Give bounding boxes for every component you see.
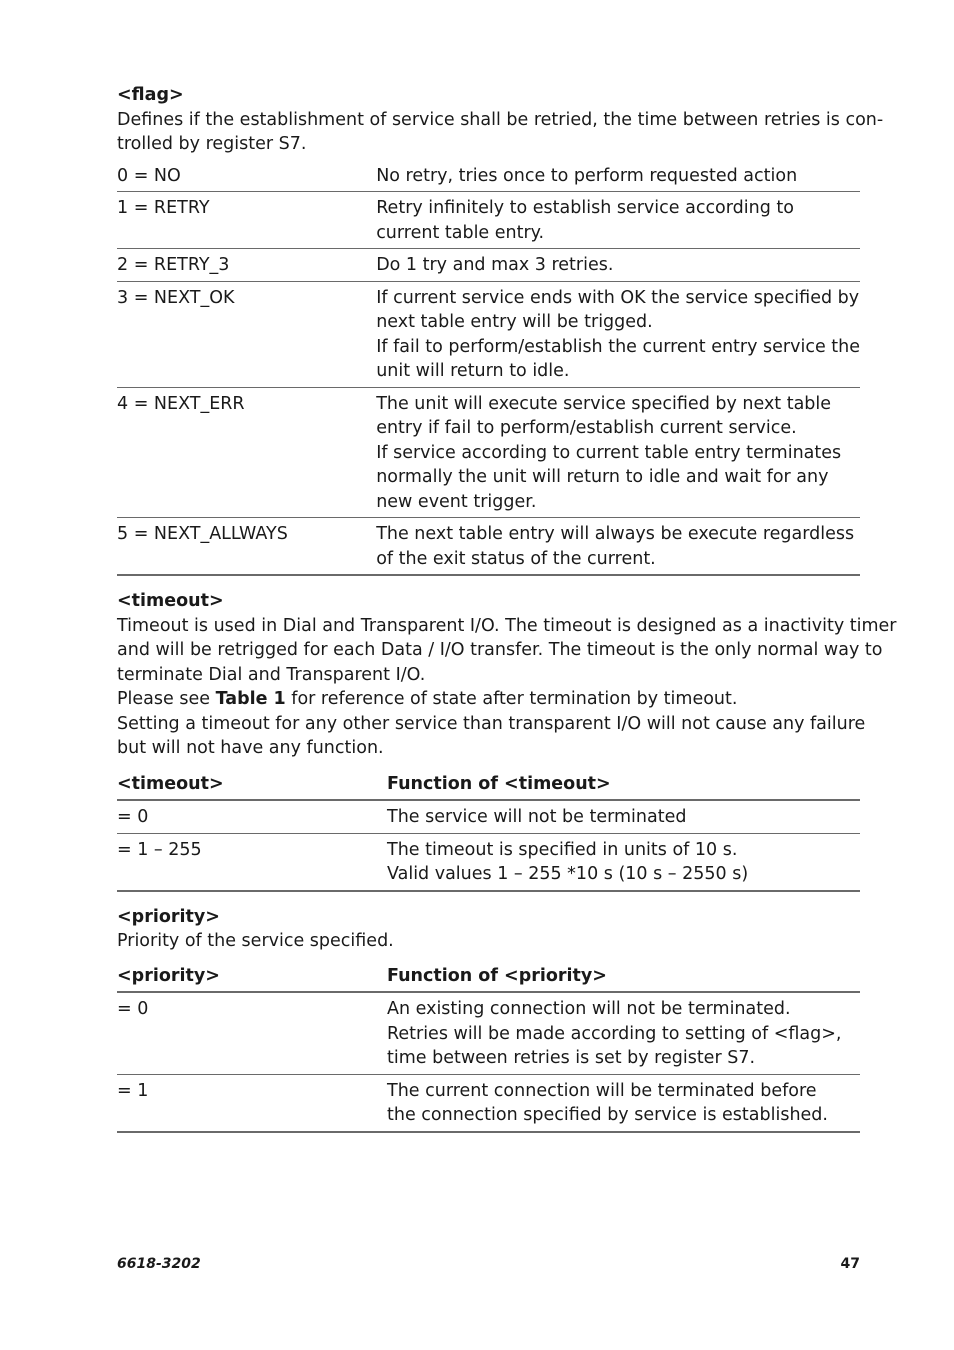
- table-row: [117, 800, 860, 833]
- timeout-function: [387, 800, 860, 833]
- priority-section: [117, 905, 860, 1133]
- flag-meaning: [376, 192, 860, 249]
- flag-meaning: [376, 387, 860, 518]
- column-header-priority: <priority>: [117, 964, 387, 993]
- flag-meaning-line: The unit will execute service specified by next table: [376, 393, 832, 414]
- priority-function-line: the connection specified by service is established.: [387, 1105, 828, 1125]
- flag-meaning-line: If fail to perform/establish the current entry service the: [376, 336, 860, 357]
- timeout-description-line: Timeout is used in Dial and Transparent I/O. The timeout is designed as a inactivity timer: [117, 615, 897, 636]
- flag-meaning-line: of the exit status of the current.: [376, 548, 656, 569]
- priority-function-line: An existing connection will not be terminated.: [387, 999, 791, 1019]
- page-number: 47: [840, 1256, 860, 1272]
- flag-meaning-line: entry if fail to perform/establish current service.: [376, 418, 797, 438]
- flag-meaning-line: normally the unit will return to idle and wait for any: [376, 467, 829, 487]
- column-header-function: Function of <priority>: [387, 964, 860, 993]
- timeout-function-line: The timeout is specified in units of 10 s.: [387, 839, 738, 860]
- table-row: [117, 1074, 860, 1132]
- flag-table: [117, 164, 860, 577]
- flag-description: [117, 108, 884, 157]
- priority-function: [387, 1074, 860, 1132]
- timeout-section: [117, 589, 897, 892]
- priority-value: = 0: [117, 992, 387, 1074]
- table-row: [117, 164, 860, 192]
- reference-suffix: for reference of state after termination by timeout.: [285, 689, 738, 709]
- flag-value: 4 = NEXT_ERR: [117, 387, 376, 518]
- flag-value: 2 = RETRY_3: [117, 249, 376, 282]
- flag-meaning-line: No retry, tries once to perform requested action: [376, 165, 798, 186]
- timeout-description-line: but will not have any function.: [117, 738, 384, 758]
- flag-meaning: [376, 249, 860, 282]
- timeout-function-line: Valid values 1 – 255 *10 s (10 s – 2550 s): [387, 864, 749, 884]
- flag-meaning-line: Do 1 try and max 3 retries.: [376, 255, 614, 275]
- table-row: [117, 833, 860, 891]
- flag-meaning-line: new event trigger.: [376, 491, 537, 512]
- flag-section: [117, 83, 884, 576]
- flag-meaning-line: If current service ends with OK the service specified by: [376, 287, 860, 308]
- column-header-function: Function of <timeout>: [387, 772, 860, 801]
- timeout-heading: <timeout>: [117, 591, 224, 611]
- table-reference-line: [117, 687, 860, 712]
- flag-value: 1 = RETRY: [117, 192, 376, 249]
- timeout-description-line: terminate Dial and Transparent I/O.: [117, 664, 426, 685]
- flag-meaning-line: The next table entry will always be execute regardless: [376, 524, 855, 544]
- flag-meaning-line: unit will return to idle.: [376, 361, 570, 381]
- table-row: [117, 387, 860, 518]
- page-content: [117, 83, 897, 1133]
- flag-meaning-line: Retry infinitely to establish service according to: [376, 198, 794, 218]
- table-row: [117, 249, 860, 282]
- timeout-function: [387, 833, 860, 891]
- flag-heading: <flag>: [117, 85, 184, 105]
- flag-description-line: Defines if the establishment of service shall be retried, the time between retries is con-: [117, 109, 884, 130]
- priority-function-line: The current connection will be terminated before: [387, 1080, 817, 1101]
- flag-value: 5 = NEXT_ALLWAYS: [117, 518, 376, 576]
- flag-meaning-line: next table entry will be trigged.: [376, 312, 653, 332]
- flag-meaning-line: If service according to current table entry terminates: [376, 442, 842, 463]
- column-header-timeout: <timeout>: [117, 772, 387, 801]
- timeout-value: = 0: [117, 800, 387, 833]
- flag-meaning: [376, 518, 860, 576]
- flag-description-line: trolled by register S7.: [117, 134, 307, 154]
- priority-heading: <priority>: [117, 906, 220, 927]
- table-row: [117, 192, 860, 249]
- flag-value: 3 = NEXT_OK: [117, 281, 376, 387]
- flag-meaning-line: current table entry.: [376, 222, 545, 243]
- timeout-value: = 1 – 255: [117, 833, 387, 891]
- table-row: [117, 518, 860, 576]
- flag-meaning: [376, 164, 860, 192]
- flag-value: 0 = NO: [117, 164, 376, 192]
- priority-function-line: Retries will be made according to setting of <flag>,: [387, 1023, 842, 1044]
- timeout-description-line: Setting a timeout for any other service than transparent I/O will not cause any failure: [117, 713, 866, 734]
- table-row: [117, 281, 860, 387]
- flag-meaning: [376, 281, 860, 387]
- timeout-description-line: and will be retrigged for each Data / I/O transfer. The timeout is the only normal way to: [117, 640, 883, 660]
- table-1-reference: Table 1: [215, 689, 286, 709]
- table-header-row: [117, 964, 860, 993]
- document-number: 6618-3202: [117, 1256, 201, 1272]
- reference-prefix: Please see: [117, 689, 216, 709]
- priority-value: = 1: [117, 1074, 387, 1132]
- timeout-table: [117, 772, 860, 892]
- priority-function: [387, 992, 860, 1074]
- timeout-function-line: The service will not be terminated: [387, 807, 687, 827]
- priority-description: Priority of the service specified.: [117, 931, 394, 951]
- table-row: [117, 992, 860, 1074]
- priority-table: [117, 964, 860, 1133]
- page-footer: [117, 1252, 860, 1277]
- priority-function-line: time between retries is set by register S7.: [387, 1048, 756, 1068]
- table-header-row: [117, 772, 860, 801]
- timeout-description: [117, 614, 897, 761]
